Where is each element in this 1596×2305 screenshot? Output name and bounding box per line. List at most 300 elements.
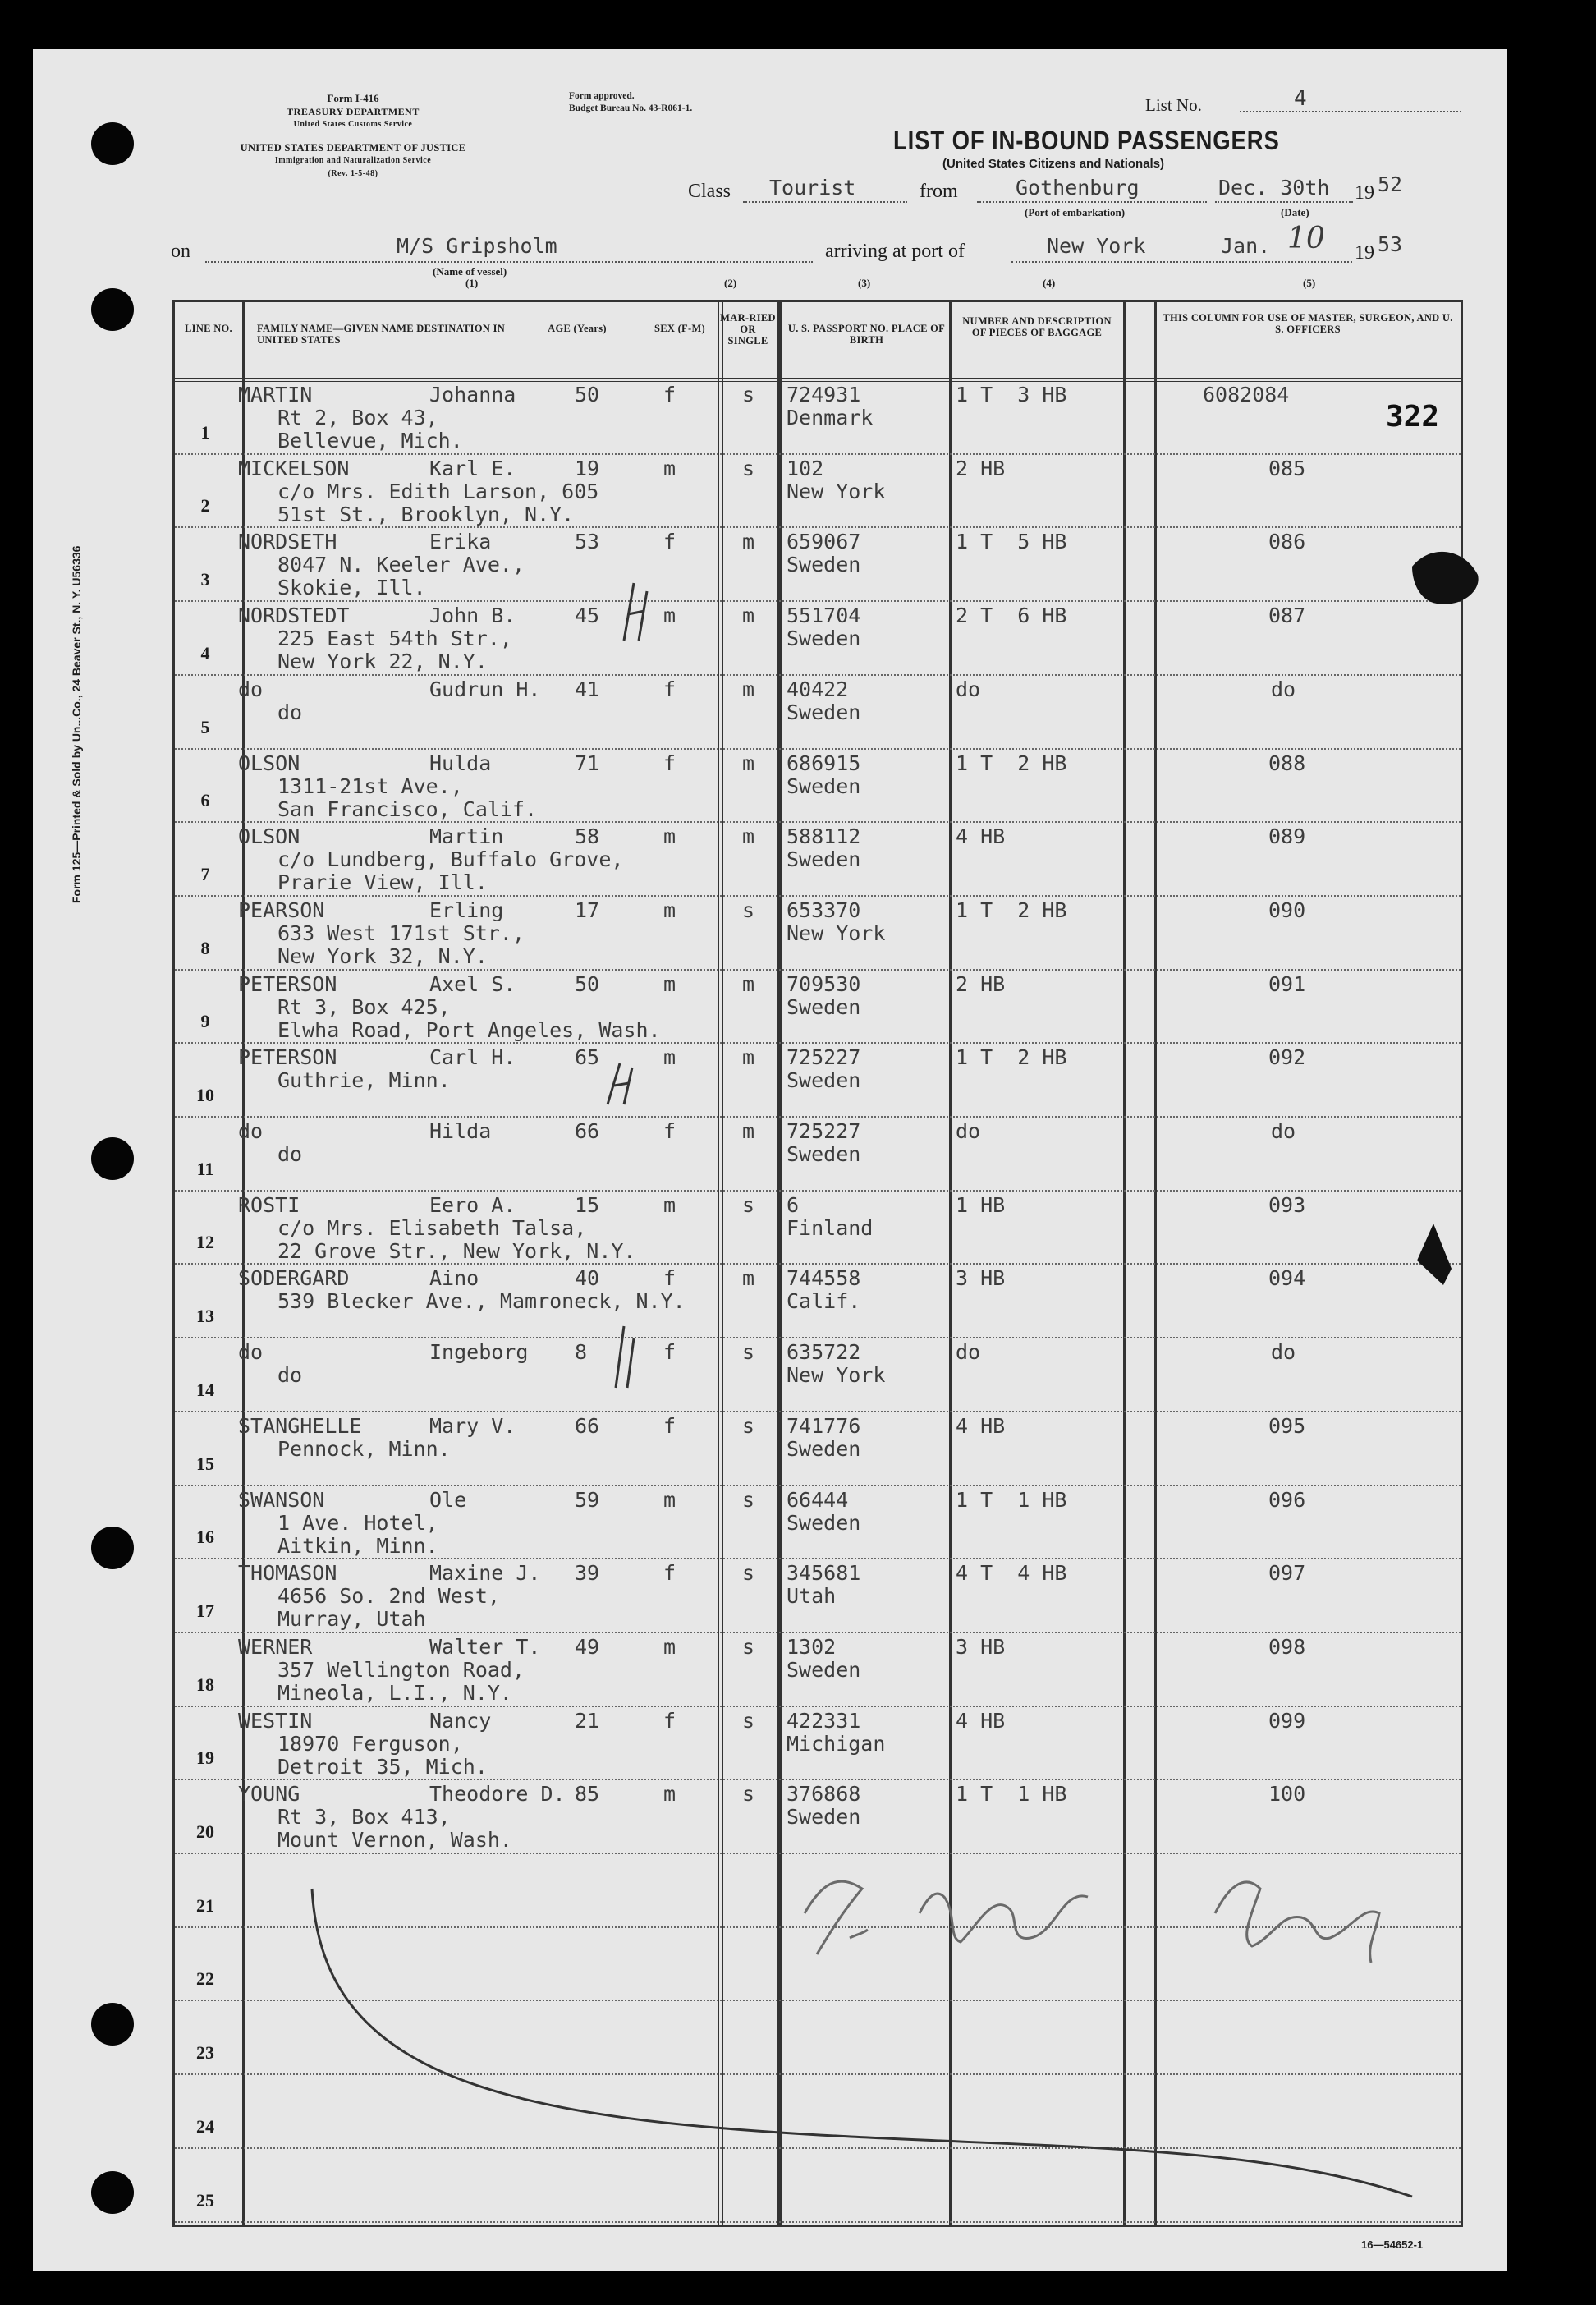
- vessel-col-num: (1): [466, 277, 479, 289]
- address-line-1: c/o Mrs. Elisabeth Talsa,: [277, 1216, 587, 1240]
- vessel-name: M/S Gripsholm: [397, 234, 557, 258]
- family-name: STANGHELLE: [238, 1414, 362, 1438]
- officer-entry: 100: [1268, 1782, 1306, 1806]
- address-line-2: Murray, Utah: [277, 1607, 426, 1631]
- address-line-1: Pennock, Minn.: [277, 1437, 451, 1461]
- line-number: 4: [200, 643, 210, 663]
- marital-status: s: [742, 1488, 755, 1512]
- punch-hole: [91, 2003, 134, 2046]
- baggage-description: 1 T 1 HB: [956, 1488, 1067, 1512]
- place-of-birth: Sweden: [787, 1437, 861, 1461]
- passport-number: 744558: [787, 1266, 861, 1290]
- line-number: 23: [196, 2042, 214, 2063]
- given-name: Maxine J.: [429, 1561, 541, 1585]
- baggage-description: 3 HB: [956, 1266, 1006, 1290]
- baggage-description: 4 T 4 HB: [956, 1561, 1067, 1585]
- line-number: 25: [196, 2190, 214, 2211]
- class-line: [743, 201, 907, 203]
- line-number: 6: [200, 790, 210, 810]
- sex-value: f: [663, 1266, 676, 1290]
- age-value: 66: [575, 1119, 600, 1143]
- age-value: 19: [575, 457, 600, 480]
- address-line-2: New York 22, N.Y.: [277, 650, 488, 673]
- row-divider: [175, 2073, 1461, 2075]
- family-name: PEARSON: [238, 898, 325, 922]
- sex-value: m: [663, 1782, 676, 1806]
- marital-status: m: [742, 530, 755, 553]
- given-name: Axel S.: [429, 972, 516, 996]
- place-of-birth: Denmark: [787, 406, 874, 429]
- address-line-1: do: [277, 1363, 303, 1387]
- col-officers: THIS COLUMN FOR USE OF MASTER, SURGEON, AND U. S. OFFICERS: [1163, 312, 1453, 335]
- line-number: 9: [200, 1011, 210, 1031]
- place-of-birth: Sweden: [787, 1142, 861, 1166]
- family-name: do: [238, 1340, 264, 1364]
- address-line-2: Skokie, Ill.: [277, 576, 426, 599]
- row-divider: [175, 2221, 1461, 2223]
- place-of-birth: New York: [787, 921, 886, 945]
- place-of-birth: Utah: [787, 1584, 837, 1608]
- address-line-2: 51st St., Brooklyn, N.Y.: [277, 503, 575, 526]
- given-name: Johanna: [429, 383, 516, 406]
- arrival-year: 53: [1378, 232, 1403, 256]
- passport-number: 653370: [787, 898, 861, 922]
- place-of-birth: Sweden: [787, 847, 861, 871]
- address-line-2: Detroit 35, Mich.: [277, 1755, 488, 1779]
- family-name: NORDSTEDT: [238, 604, 350, 627]
- family-name: WERNER: [238, 1635, 313, 1659]
- sex-value: m: [663, 898, 676, 922]
- officer-entry: 088: [1268, 751, 1306, 775]
- officer-entry: 090: [1268, 898, 1306, 922]
- baggage-description: 1 T 5 HB: [956, 530, 1067, 553]
- age-value: 21: [575, 1709, 600, 1733]
- age-value: 49: [575, 1635, 600, 1659]
- given-name: Theodore D.: [429, 1782, 566, 1806]
- line-number: 5: [200, 717, 210, 737]
- line-number: 14: [196, 1380, 214, 1400]
- treasury-dept: TREASURY DEPARTMENT: [287, 106, 420, 117]
- place-of-birth: Michigan: [787, 1732, 886, 1756]
- line-number: 17: [196, 1600, 214, 1621]
- officer-entry: 087: [1268, 604, 1306, 627]
- sex-value: m: [663, 1635, 676, 1659]
- given-name: Aino: [429, 1266, 479, 1290]
- family-name: ROSTI: [238, 1193, 300, 1217]
- sex-value: f: [663, 751, 676, 775]
- baggage-description: 1 T 1 HB: [956, 1782, 1067, 1806]
- baggage-description: do: [956, 1119, 981, 1143]
- line-number: 16: [196, 1527, 214, 1547]
- baggage-description: 1 T 3 HB: [956, 383, 1067, 406]
- age-value: 65: [575, 1045, 600, 1069]
- baggage-description: 1 T 2 HB: [956, 1045, 1067, 1069]
- officer-entry: 098: [1268, 1635, 1306, 1659]
- officer-entry: 089: [1268, 824, 1306, 848]
- line-number: 24: [196, 2116, 214, 2137]
- passport-number: 345681: [787, 1561, 861, 1585]
- row-divider: [175, 1706, 1461, 1707]
- marital-status: m: [742, 972, 755, 996]
- marital-status: s: [742, 1193, 755, 1217]
- age-value: 53: [575, 530, 600, 553]
- budget-approval: [569, 90, 692, 115]
- place-of-birth: New York: [787, 480, 886, 503]
- officer-entry: do: [1271, 1119, 1296, 1143]
- marital-status: m: [742, 751, 755, 775]
- col-sex: SEX (F-M): [654, 323, 706, 334]
- given-name: Martin: [429, 824, 504, 848]
- row-divider: [175, 748, 1461, 750]
- passport-number: 40422: [787, 677, 849, 701]
- family-name: PETERSON: [238, 972, 337, 996]
- passport-number: 588112: [787, 824, 861, 848]
- punch-hole: [91, 2171, 134, 2214]
- ins-service: Immigration and Naturalization Service: [274, 156, 432, 165]
- list-no-label: List No.: [1145, 95, 1202, 115]
- family-name: OLSON: [238, 824, 300, 848]
- print-code: 16—54652-1: [1361, 2238, 1424, 2251]
- place-of-birth: Calif.: [787, 1289, 861, 1313]
- address-line-1: do: [277, 700, 303, 724]
- header-rule: [175, 378, 1461, 379]
- row-divider: [175, 1926, 1461, 1928]
- address-line-2: Elwha Road, Port Angeles, Wash.: [277, 1018, 661, 1042]
- baggage-description: 4 HB: [956, 1709, 1006, 1733]
- row-divider: [175, 1190, 1461, 1192]
- sex-value: m: [663, 457, 676, 480]
- col-married: MAR-RIED OR SINGLE: [720, 312, 776, 347]
- line-number: 1: [200, 422, 210, 443]
- sex-value: m: [663, 824, 676, 848]
- place-of-birth: Sweden: [787, 553, 861, 576]
- address-line-1: 1 Ave. Hotel,: [277, 1511, 438, 1535]
- officer-entry: do: [1271, 677, 1296, 701]
- from-sub: (Port of embarkation): [1025, 206, 1126, 218]
- passport-number: 6: [787, 1193, 800, 1217]
- officer-entry: 099: [1268, 1709, 1306, 1733]
- line-number: 2: [200, 495, 210, 516]
- arrival-day: 10: [1287, 222, 1325, 255]
- line-number: 19: [196, 1747, 214, 1768]
- address-line-1: c/o Mrs. Edith Larson, 605: [277, 480, 599, 503]
- col-line-no: LINE NO.: [185, 323, 232, 334]
- baggage-description: 4 HB: [956, 824, 1006, 848]
- passport-number: 1302: [787, 1635, 837, 1659]
- sex-value: f: [663, 677, 676, 701]
- date-value: Dec. 30th: [1218, 176, 1330, 200]
- port-value: New York: [1047, 234, 1146, 258]
- row-divider: [175, 2000, 1461, 2001]
- line-number: 21: [196, 1895, 214, 1916]
- address-line-1: 357 Wellington Road,: [277, 1658, 525, 1682]
- passport-number: 376868: [787, 1782, 861, 1806]
- place-of-birth: Sweden: [787, 1658, 861, 1682]
- from-value: Gothenburg: [1016, 176, 1140, 200]
- passport-number: 725227: [787, 1045, 861, 1069]
- age-value: 41: [575, 677, 600, 701]
- place-of-birth: Sweden: [787, 995, 861, 1019]
- col-num-3: (3): [858, 277, 871, 289]
- age-value: 17: [575, 898, 600, 922]
- col-age: AGE (Years): [548, 323, 607, 334]
- sex-value: m: [663, 972, 676, 996]
- age-value: 50: [575, 972, 600, 996]
- col-num-5: (5): [1303, 277, 1316, 289]
- justice-dept: UNITED STATES DEPARTMENT OF JUSTICE: [240, 142, 466, 154]
- place-of-birth: Sweden: [787, 1068, 861, 1092]
- address-line-1: Guthrie, Minn.: [277, 1068, 451, 1092]
- sex-value: f: [663, 1709, 676, 1733]
- family-name: MARTIN: [238, 383, 313, 406]
- printer-imprint: Form 125—Printed & Sold by Un...Co., 24 Beaver St., N. Y. U56336: [70, 545, 83, 903]
- sex-value: f: [663, 1340, 676, 1364]
- from-label: from: [920, 181, 958, 202]
- address-line-1: 8047 N. Keeler Ave.,: [277, 553, 525, 576]
- col-name: FAMILY NAME—GIVEN NAME DESTINATION IN UNITED STATES: [257, 323, 506, 346]
- given-name: Ingeborg: [429, 1340, 529, 1364]
- age-value: 8: [575, 1340, 588, 1364]
- address-line-1: do: [277, 1142, 303, 1166]
- address-line-2: 22 Grove Str., New York, N.Y.: [277, 1239, 636, 1263]
- row-divider: [175, 674, 1461, 676]
- address-line-1: Rt 3, Box 425,: [277, 995, 451, 1019]
- family-name: SWANSON: [238, 1488, 325, 1512]
- line-number: 3: [200, 569, 210, 590]
- sex-value: f: [663, 383, 676, 406]
- given-name: Erling: [429, 898, 504, 922]
- age-value: 50: [575, 383, 600, 406]
- place-of-birth: Sweden: [787, 700, 861, 724]
- row-divider: [175, 1485, 1461, 1486]
- passport-number: 709530: [787, 972, 861, 996]
- baggage-description: 1 T 2 HB: [956, 898, 1067, 922]
- baggage-description: 1 HB: [956, 1193, 1006, 1217]
- passport-number: 724931: [787, 383, 861, 406]
- line-number: 15: [196, 1453, 214, 1474]
- family-name: do: [238, 1119, 264, 1143]
- sex-value: f: [663, 1561, 676, 1585]
- sex-value: m: [663, 1488, 676, 1512]
- line-number: 20: [196, 1821, 214, 1842]
- date-sub: (Date): [1281, 206, 1309, 218]
- marital-status: s: [742, 898, 755, 922]
- address-line-1: 4656 So. 2nd West,: [277, 1584, 500, 1608]
- budget-bureau: Budget Bureau No. 43-R061-1.: [569, 103, 693, 113]
- punch-hole: [91, 122, 134, 165]
- address-line-1: 539 Blecker Ave., Mamroneck, N.Y.: [277, 1289, 686, 1313]
- baggage-description: 4 HB: [956, 1414, 1006, 1438]
- address-line-2: San Francisco, Calif.: [277, 797, 538, 821]
- passport-number: 66444: [787, 1488, 849, 1512]
- given-name: Hulda: [429, 751, 492, 775]
- officer-entry: 086: [1268, 530, 1306, 553]
- row-divider: [175, 1632, 1461, 1633]
- line-number: 13: [196, 1306, 214, 1326]
- family-name: MICKELSON: [238, 457, 350, 480]
- row-divider: [175, 1411, 1461, 1412]
- address-line-1: Rt 2, Box 43,: [277, 406, 438, 429]
- col-passport: U. S. PASSPORT NO. PLACE OF BIRTH: [787, 323, 946, 346]
- port-line: [1011, 261, 1352, 263]
- passport-number: 725227: [787, 1119, 861, 1143]
- age-value: 59: [575, 1488, 600, 1512]
- given-name: Mary V.: [429, 1414, 516, 1438]
- punch-hole: [91, 1137, 134, 1180]
- sex-value: m: [663, 604, 676, 627]
- line-number: 11: [196, 1159, 214, 1179]
- place-of-birth: Sweden: [787, 1805, 861, 1829]
- vessel-line: [205, 261, 813, 263]
- arriving-label: arriving at port of: [825, 241, 965, 262]
- officer-entry: 096: [1268, 1488, 1306, 1512]
- line-number: 8: [200, 938, 210, 958]
- line-number: 18: [196, 1674, 214, 1695]
- page-subtitle: (United States Citizens and Nationals): [942, 157, 1165, 171]
- marital-status: s: [742, 1782, 755, 1806]
- family-name: WESTIN: [238, 1709, 313, 1733]
- age-value: 58: [575, 824, 600, 848]
- address-line-2: Aitkin, Minn.: [277, 1534, 438, 1558]
- officer-entry: 094: [1268, 1266, 1306, 1290]
- address-line-1: Rt 3, Box 413,: [277, 1805, 451, 1829]
- baggage-description: 3 HB: [956, 1635, 1006, 1659]
- marital-status: m: [742, 677, 755, 701]
- row-divider: [175, 2147, 1461, 2149]
- given-name: Hilda: [429, 1119, 492, 1143]
- officer-entry: 085: [1268, 457, 1306, 480]
- row-divider: [175, 969, 1461, 971]
- marital-status: s: [742, 1709, 755, 1733]
- list-no-line: [1240, 111, 1461, 112]
- address-line-1: 1311-21st Ave.,: [277, 774, 463, 798]
- arrival-date: Jan.: [1221, 234, 1271, 258]
- baggage-description: do: [956, 677, 981, 701]
- marital-status: m: [742, 824, 755, 848]
- given-name: Karl E.: [429, 457, 516, 480]
- row-divider: [175, 1116, 1461, 1118]
- header-rule: [175, 381, 1461, 382]
- marital-status: s: [742, 1414, 755, 1438]
- family-name: NORDSETH: [238, 530, 337, 553]
- arrival-year-prefix: 19: [1355, 242, 1374, 264]
- page-title: LIST OF IN-BOUND PASSENGERS: [893, 126, 1280, 155]
- officer-entry: 093: [1268, 1193, 1306, 1217]
- age-value: 45: [575, 604, 600, 627]
- marital-status: s: [742, 383, 755, 406]
- officer-entry: do: [1271, 1340, 1296, 1364]
- family-name: OLSON: [238, 751, 300, 775]
- family-name: THOMASON: [238, 1561, 337, 1585]
- passport-number: 686915: [787, 751, 861, 775]
- passport-number: 422331: [787, 1709, 861, 1733]
- passport-number: 102: [787, 457, 824, 480]
- place-of-birth: Sweden: [787, 774, 861, 798]
- address-line-2: Bellevue, Mich.: [277, 429, 463, 452]
- passport-number: 659067: [787, 530, 861, 553]
- sex-value: f: [663, 1119, 676, 1143]
- col-baggage: NUMBER AND DESCRIPTION OF PIECES OF BAGGAGE: [962, 315, 1112, 338]
- marital-status: m: [742, 1045, 755, 1069]
- baggage-description: 1 T 2 HB: [956, 751, 1067, 775]
- officer-entry: 092: [1268, 1045, 1306, 1069]
- address-line-2: Mineola, L.I., N.Y.: [277, 1681, 512, 1705]
- class-label: Class: [688, 181, 732, 202]
- punch-hole: [91, 1527, 134, 1569]
- given-name: Erika: [429, 530, 492, 553]
- row-divider: [175, 895, 1461, 897]
- given-name: Nancy: [429, 1709, 492, 1733]
- age-value: 71: [575, 751, 600, 775]
- officer-entry: 095: [1268, 1414, 1306, 1438]
- date-year: 52: [1378, 172, 1403, 196]
- date-line: [1215, 201, 1353, 203]
- passport-number: 635722: [787, 1340, 861, 1364]
- form-number: Form I-416: [327, 92, 379, 104]
- given-name: Carl H.: [429, 1045, 516, 1069]
- age-value: 40: [575, 1266, 600, 1290]
- place-of-birth: New York: [787, 1363, 886, 1387]
- line-number: 10: [196, 1085, 214, 1105]
- given-name: Ole: [429, 1488, 467, 1512]
- punch-hole: [91, 288, 134, 331]
- address-line-1: c/o Lundberg, Buffalo Grove,: [277, 847, 624, 871]
- col-num-4: (4): [1043, 277, 1056, 289]
- marital-status: s: [742, 1340, 755, 1364]
- marital-status: m: [742, 1266, 755, 1290]
- sex-value: f: [663, 1414, 676, 1438]
- baggage-description: 2 HB: [956, 457, 1006, 480]
- list-no-value: 4: [1294, 86, 1307, 111]
- baggage-description: 2 HB: [956, 972, 1006, 996]
- passport-number: 741776: [787, 1414, 861, 1438]
- vessel-sub: (Name of vessel): [433, 265, 507, 278]
- sex-value: f: [663, 530, 676, 553]
- marital-status: s: [742, 457, 755, 480]
- given-name: Gudrun H.: [429, 677, 541, 701]
- place-of-birth: Sweden: [787, 627, 861, 650]
- family-name: YOUNG: [238, 1782, 300, 1806]
- given-name: Eero A.: [429, 1193, 516, 1217]
- baggage-description: do: [956, 1340, 981, 1364]
- revision: (Rev. 1-5-48): [328, 169, 378, 178]
- marital-status: m: [742, 604, 755, 627]
- baggage-description: 2 T 6 HB: [956, 604, 1067, 627]
- sex-value: m: [663, 1193, 676, 1217]
- given-name: John B.: [429, 604, 516, 627]
- marital-status: s: [742, 1561, 755, 1585]
- line-number: 12: [196, 1232, 214, 1252]
- address-line-2: Mount Vernon, Wash.: [277, 1828, 512, 1852]
- address-line-2: New York 32, N.Y.: [277, 944, 488, 968]
- marital-status: s: [742, 1635, 755, 1659]
- on-label: on: [171, 241, 190, 262]
- line-number: 7: [200, 864, 210, 884]
- officer-entry: 091: [1268, 972, 1306, 996]
- col-num-2: (2): [724, 277, 737, 289]
- age-value: 39: [575, 1561, 600, 1585]
- given-name: Walter T.: [429, 1635, 541, 1659]
- row-divider: [175, 1853, 1461, 1854]
- officer-entry: 097: [1268, 1561, 1306, 1585]
- officer-entry: 6082084: [1203, 383, 1290, 406]
- form-approved: Form approved.: [569, 91, 635, 101]
- passport-number: 551704: [787, 604, 861, 627]
- customs-service: United States Customs Service: [293, 120, 413, 129]
- page-stamp: 322: [1386, 400, 1440, 434]
- family-name: do: [238, 677, 264, 701]
- family-name: SODERGARD: [238, 1266, 350, 1290]
